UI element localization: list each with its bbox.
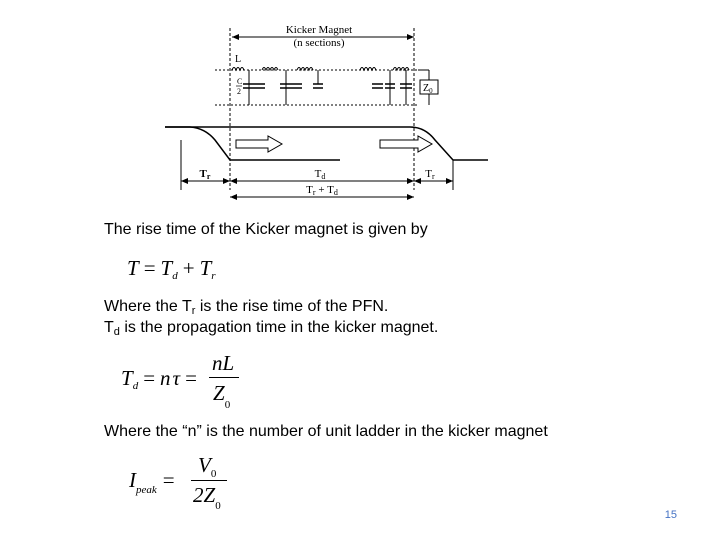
capacitor-divisor-label: 2	[237, 87, 241, 96]
rise-time-intro: The rise time of the Kicker magnet is given by	[104, 221, 428, 238]
tr-left-label: Tr	[199, 168, 211, 181]
figure-title-line1: Kicker Magnet	[285, 24, 353, 36]
tr-definition: Where the Tr is the rise time of the PFN.	[104, 298, 389, 317]
td-definition: Td is the propagation time in the kicker magnet.	[104, 319, 439, 338]
tr-right-label: Tr	[425, 168, 435, 181]
inductor-label: L	[235, 54, 242, 65]
tr-plus-td-label: Tr + Td	[306, 184, 338, 197]
rise-time-equation: $T = T_d + T_r$	[127, 256, 216, 282]
n-definition: Where the “n” is the number of unit ladder in the kicker magnet	[104, 423, 548, 440]
page-number: 15	[664, 509, 677, 521]
kicker-magnet-diagram	[150, 18, 500, 203]
z0-label: $Z_0$	[423, 83, 433, 95]
capacitor-label: C	[237, 77, 243, 86]
td-label: Td	[314, 168, 326, 181]
figure-title-line2: (n sections)	[293, 37, 345, 49]
